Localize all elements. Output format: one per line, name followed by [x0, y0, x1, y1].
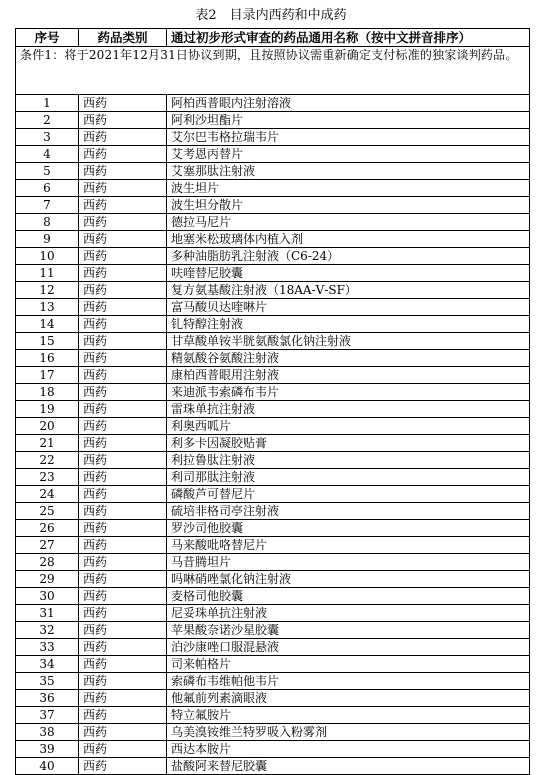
table-row [16, 673, 530, 690]
row-drug-name: 麦格司他胶囊 [167, 588, 530, 605]
row-number: 16 [16, 350, 79, 367]
row-category: 西药 [79, 180, 167, 197]
row-category: 西药 [79, 95, 167, 112]
row-category: 西药 [79, 554, 167, 571]
row-category: 西药 [79, 282, 167, 299]
row-drug-name: 雷珠单抗注射液 [167, 401, 530, 418]
table-row [16, 707, 530, 724]
row-category: 西药 [79, 469, 167, 486]
row-drug-name: 阿柏西普眼内注射溶液 [167, 95, 530, 112]
table-row [16, 537, 530, 554]
row-number: 26 [16, 520, 79, 537]
row-category: 西药 [79, 639, 167, 656]
table-row [16, 554, 530, 571]
table-row [16, 741, 530, 758]
row-drug-name: 富马酸贝达喹啉片 [167, 299, 530, 316]
table-row [16, 418, 530, 435]
row-drug-name: 艾考恩丙替片 [167, 146, 530, 163]
row-category: 西药 [79, 163, 167, 180]
table-row [16, 231, 530, 248]
row-drug-name: 他氟前列素滴眼液 [167, 690, 530, 707]
row-number: 35 [16, 673, 79, 690]
row-drug-name: 泊沙康唑口服混悬液 [167, 639, 530, 656]
row-number: 15 [16, 333, 79, 350]
row-number: 28 [16, 554, 79, 571]
table-row [16, 622, 530, 639]
row-drug-name: 罗沙司他胶囊 [167, 520, 530, 537]
row-category: 西药 [79, 571, 167, 588]
row-drug-name: 利奥西呱片 [167, 418, 530, 435]
table-row [16, 639, 530, 656]
row-number: 27 [16, 537, 79, 554]
row-category: 西药 [79, 622, 167, 639]
table-row [16, 214, 530, 231]
table-row [16, 180, 530, 197]
row-number: 21 [16, 435, 79, 452]
row-category: 西药 [79, 520, 167, 537]
table-row [16, 384, 530, 401]
row-category: 西药 [79, 112, 167, 129]
row-number: 7 [16, 197, 79, 214]
row-number: 20 [16, 418, 79, 435]
row-drug-name: 利拉鲁肽注射液 [167, 452, 530, 469]
row-drug-name: 地塞米松玻璃体内植入剂 [167, 231, 530, 248]
row-number: 30 [16, 588, 79, 605]
row-drug-name: 精氨酸谷氨酸注射液 [167, 350, 530, 367]
row-category: 西药 [79, 129, 167, 146]
row-number: 32 [16, 622, 79, 639]
row-drug-name: 呋喹替尼胶囊 [167, 265, 530, 282]
row-drug-name: 盐酸阿来替尼胶囊 [167, 758, 530, 775]
table-row [16, 197, 530, 214]
table-row [16, 486, 530, 503]
table-row [16, 758, 530, 775]
table-row [16, 367, 530, 384]
table-row [16, 282, 530, 299]
row-number: 19 [16, 401, 79, 418]
row-number: 39 [16, 741, 79, 758]
row-drug-name: 西达本胺片 [167, 741, 530, 758]
header-row [16, 29, 530, 47]
row-number: 5 [16, 163, 79, 180]
row-number: 13 [16, 299, 79, 316]
row-category: 西药 [79, 503, 167, 520]
row-number: 34 [16, 656, 79, 673]
row-category: 西药 [79, 197, 167, 214]
row-category: 西药 [79, 486, 167, 503]
row-number: 8 [16, 214, 79, 231]
table-row [16, 265, 530, 282]
table-row [16, 452, 530, 469]
table-row [16, 401, 530, 418]
row-drug-name: 利司那肽注射液 [167, 469, 530, 486]
row-number: 36 [16, 690, 79, 707]
row-number: 33 [16, 639, 79, 656]
table-row [16, 605, 530, 622]
row-number: 29 [16, 571, 79, 588]
row-category: 西药 [79, 435, 167, 452]
row-drug-name: 硫培非格司亭注射液 [167, 503, 530, 520]
header-no: 序号 [16, 29, 79, 47]
row-category: 西药 [79, 316, 167, 333]
table-row [16, 316, 530, 333]
row-drug-name: 索磷布韦维帕他韦片 [167, 673, 530, 690]
row-number: 24 [16, 486, 79, 503]
row-drug-name: 波生坦片 [167, 180, 530, 197]
row-category: 西药 [79, 384, 167, 401]
row-category: 西药 [79, 605, 167, 622]
row-drug-name: 艾尔巴韦格拉瑞韦片 [167, 129, 530, 146]
table-row [16, 588, 530, 605]
row-category: 西药 [79, 333, 167, 350]
header-category: 药品类别 [79, 29, 167, 47]
row-category: 西药 [79, 350, 167, 367]
row-number: 3 [16, 129, 79, 146]
row-category: 西药 [79, 588, 167, 605]
header-drug-name: 通过初步形式审查的药品通用名称（按中文拼音排序） [167, 29, 530, 47]
table-row [16, 112, 530, 129]
table-row [16, 724, 530, 741]
row-drug-name: 艾塞那肽注射液 [167, 163, 530, 180]
row-category: 西药 [79, 231, 167, 248]
row-number: 2 [16, 112, 79, 129]
drug-table [15, 28, 530, 775]
row-number: 23 [16, 469, 79, 486]
row-number: 10 [16, 248, 79, 265]
row-number: 18 [16, 384, 79, 401]
row-number: 12 [16, 282, 79, 299]
row-drug-name: 康柏西普眼用注射液 [167, 367, 530, 384]
table-title: 表2 目录内西药和中成药 [195, 8, 347, 23]
row-drug-name: 苹果酸奈诺沙星胶囊 [167, 622, 530, 639]
row-drug-name: 钆特醇注射液 [167, 316, 530, 333]
condition-row [16, 47, 530, 95]
row-number: 17 [16, 367, 79, 384]
row-category: 西药 [79, 673, 167, 690]
row-category: 西药 [79, 690, 167, 707]
row-drug-name: 磷酸芦可替尼片 [167, 486, 530, 503]
table-row [16, 690, 530, 707]
row-category: 西药 [79, 758, 167, 775]
row-drug-name: 来迪派韦索磷布韦片 [167, 384, 530, 401]
row-category: 西药 [79, 367, 167, 384]
row-number: 6 [16, 180, 79, 197]
row-category: 西药 [79, 707, 167, 724]
row-drug-name: 德拉马尼片 [167, 214, 530, 231]
row-number: 40 [16, 758, 79, 775]
row-drug-name: 特立氟胺片 [167, 707, 530, 724]
row-category: 西药 [79, 656, 167, 673]
row-drug-name: 乌美溴铵维兰特罗吸入粉雾剂 [167, 724, 530, 741]
table-row [16, 435, 530, 452]
row-drug-name: 吗啉硝唑氯化钠注射液 [167, 571, 530, 588]
table-row [16, 146, 530, 163]
row-drug-name: 复方氨基酸注射液（18AA-Ⅴ-SF） [167, 282, 530, 299]
row-number: 37 [16, 707, 79, 724]
row-number: 25 [16, 503, 79, 520]
condition-text: 条件1：将于2021年12月31日协议到期，且按照协议需重新确定支付标准的独家谈判药品。 [16, 47, 530, 95]
row-category: 西药 [79, 299, 167, 316]
table-row [16, 248, 530, 265]
table-row [16, 163, 530, 180]
row-drug-name: 马来酸吡咯替尼片 [167, 537, 530, 554]
row-category: 西药 [79, 401, 167, 418]
row-category: 西药 [79, 452, 167, 469]
row-category: 西药 [79, 537, 167, 554]
row-drug-name: 多种油脂肪乳注射液（C6-24） [167, 248, 530, 265]
row-drug-name: 阿利沙坦酯片 [167, 112, 530, 129]
row-number: 31 [16, 605, 79, 622]
row-category: 西药 [79, 418, 167, 435]
row-number: 4 [16, 146, 79, 163]
table-row [16, 333, 530, 350]
table-row [16, 129, 530, 146]
row-category: 西药 [79, 248, 167, 265]
row-drug-name: 尼妥珠单抗注射液 [167, 605, 530, 622]
row-number: 9 [16, 231, 79, 248]
table-row [16, 299, 530, 316]
table-row [16, 503, 530, 520]
row-drug-name: 马昔腾坦片 [167, 554, 530, 571]
row-category: 西药 [79, 146, 167, 163]
row-number: 14 [16, 316, 79, 333]
row-number: 1 [16, 95, 79, 112]
row-drug-name: 利多卡因凝胶贴膏 [167, 435, 530, 452]
table-row [16, 571, 530, 588]
table-row [16, 656, 530, 673]
table-row [16, 520, 530, 537]
row-number: 38 [16, 724, 79, 741]
table-row [16, 95, 530, 112]
row-category: 西药 [79, 724, 167, 741]
row-drug-name: 波生坦分散片 [167, 197, 530, 214]
row-category: 西药 [79, 214, 167, 231]
row-number: 22 [16, 452, 79, 469]
row-drug-name: 司来帕格片 [167, 656, 530, 673]
row-category: 西药 [79, 265, 167, 282]
table-row [16, 469, 530, 486]
row-drug-name: 甘草酸单铵半胱氨酸氯化钠注射液 [167, 333, 530, 350]
row-number: 11 [16, 265, 79, 282]
row-category: 西药 [79, 741, 167, 758]
table-row [16, 350, 530, 367]
